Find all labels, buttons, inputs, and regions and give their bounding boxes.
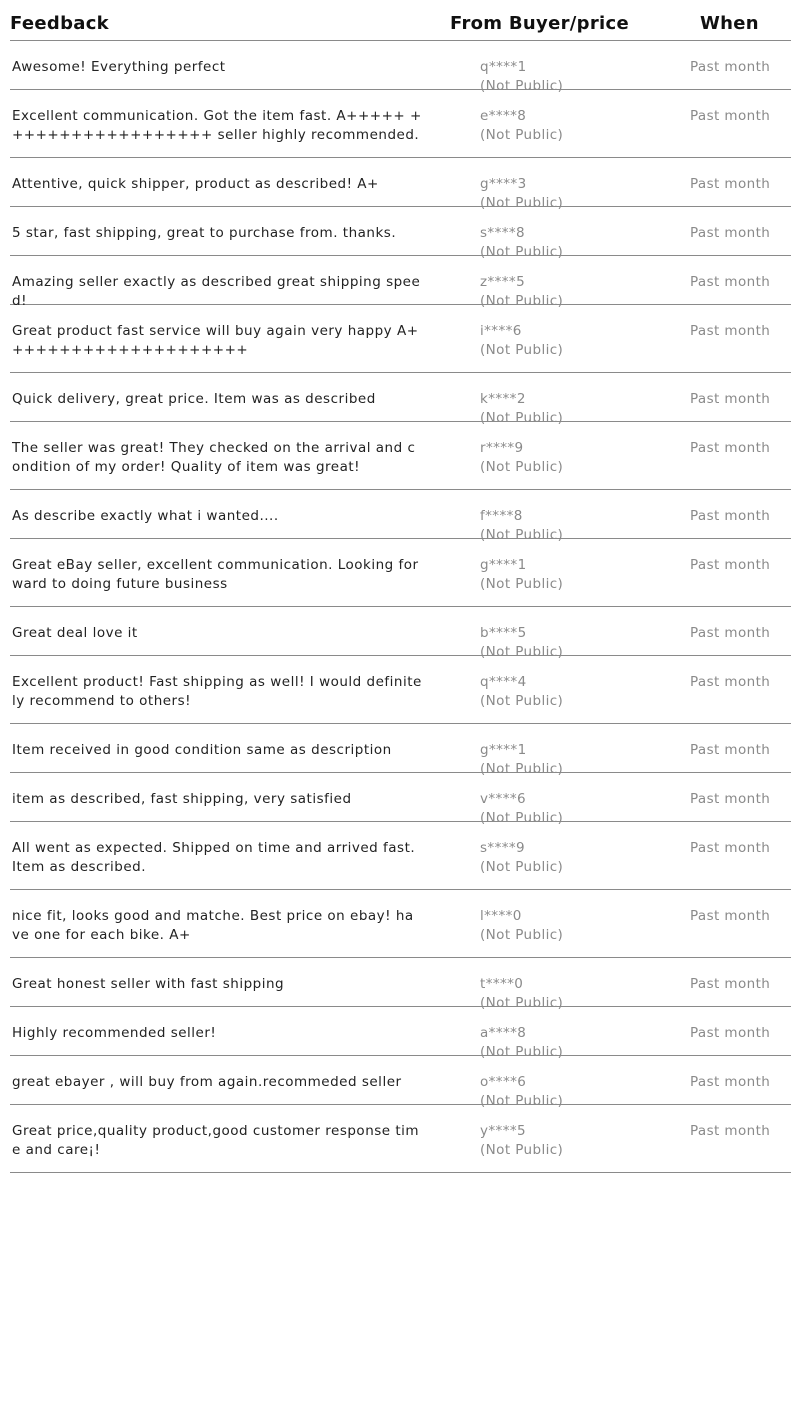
buyer-id: i****6 — [480, 323, 522, 339]
table-header — [10, 0, 791, 41]
buyer-privacy: (Not Public) — [480, 693, 564, 709]
table-row — [10, 958, 791, 1011]
feedback-comment: item as described, fast shipping, very satisfied — [12, 791, 352, 807]
buyer-privacy: (Not Public) — [480, 1044, 564, 1060]
buyer-info — [480, 107, 563, 145]
table-row — [10, 422, 791, 490]
buyer-info — [480, 673, 563, 711]
buyer-privacy: (Not Public) — [480, 1142, 564, 1158]
feedback-comment: Awesome! Everything perfect — [12, 59, 226, 75]
feedback-comment: As describe exactly what i wanted.... — [12, 508, 279, 524]
table-row — [10, 256, 791, 309]
feedback-table — [10, 0, 791, 1173]
table-row — [10, 1007, 791, 1060]
feedback-time: Past month — [690, 176, 771, 192]
feedback-comment: Great honest seller with fast shipping — [12, 976, 285, 992]
feedback-time: Past month — [690, 674, 771, 690]
feedback-comment: Great eBay seller, excellent communication. Looking forward to doing future business — [12, 557, 419, 592]
feedback-time: Past month — [690, 1025, 771, 1041]
table-row — [10, 207, 791, 260]
buyer-id: e****8 — [480, 108, 527, 124]
buyer-id: t****0 — [480, 976, 524, 992]
buyer-privacy: (Not Public) — [480, 410, 564, 426]
feedback-time: Past month — [690, 59, 771, 75]
feedback-comment: Great product fast service will buy again very happy A+++++++++++++++++++++ — [12, 323, 419, 358]
buyer-id: o****6 — [480, 1074, 527, 1090]
table-row — [10, 41, 791, 94]
feedback-comment: Highly recommended seller! — [12, 1025, 217, 1041]
buyer-privacy: (Not Public) — [480, 527, 564, 543]
buyer-privacy: (Not Public) — [480, 1093, 564, 1109]
feedback-comment: nice fit, looks good and matche. Best price on ebay! have one for each bike. A+ — [12, 908, 414, 943]
buyer-id: a****8 — [480, 1025, 527, 1041]
feedback-time: Past month — [690, 840, 771, 856]
feedback-comment: Great deal love it — [12, 625, 138, 641]
buyer-id: k****2 — [480, 391, 526, 407]
feedback-time: Past month — [690, 225, 771, 241]
feedback-comment: The seller was great! They checked on the arrival and condition of my order! Quality of item was great! — [12, 440, 416, 475]
table-row — [10, 490, 791, 543]
buyer-id: z****5 — [480, 274, 526, 290]
table-row — [10, 773, 791, 826]
feedback-comment: 5 star, fast shipping, great to purchase from. thanks. — [12, 225, 397, 241]
table-row — [10, 158, 791, 211]
feedback-time: Past month — [690, 742, 771, 758]
buyer-privacy: (Not Public) — [480, 644, 564, 660]
buyer-info — [480, 439, 563, 477]
buyer-id: q****4 — [480, 674, 527, 690]
feedback-comment: Excellent communication. Got the item fast. A+++++ ++++++++++++++++++ seller highly recommended. — [12, 108, 422, 143]
buyer-id: g****1 — [480, 557, 527, 573]
buyer-privacy: (Not Public) — [480, 859, 564, 875]
table-row — [10, 305, 791, 373]
when-column-header: When — [700, 13, 759, 34]
feedback-time: Past month — [690, 508, 771, 524]
feedback-time: Past month — [690, 108, 771, 124]
feedback-time: Past month — [690, 625, 771, 641]
feedback-time: Past month — [690, 274, 771, 290]
feedback-time: Past month — [690, 976, 771, 992]
table-row — [10, 822, 791, 890]
buyer-id: q****1 — [480, 59, 527, 75]
table-row — [10, 90, 791, 158]
buyer-privacy: (Not Public) — [480, 810, 564, 826]
feedback-comment: Amazing seller exactly as described great shipping speed! — [12, 274, 421, 309]
buyer-privacy: (Not Public) — [480, 195, 564, 211]
table-row — [10, 890, 791, 958]
buyer-id: f****8 — [480, 508, 523, 524]
table-row — [10, 373, 791, 426]
buyer-privacy: (Not Public) — [480, 761, 564, 777]
buyer-info — [480, 839, 563, 877]
buyer-id: y****5 — [480, 1123, 526, 1139]
feedback-comment: Attentive, quick shipper, product as described! A+ — [12, 176, 379, 192]
buyer-privacy: (Not Public) — [480, 459, 564, 475]
feedback-time: Past month — [690, 1123, 771, 1139]
buyer-privacy: (Not Public) — [480, 78, 564, 94]
feedback-comment: All went as expected. Shipped on time and arrived fast. Item as described. — [12, 840, 416, 875]
buyer-privacy: (Not Public) — [480, 576, 564, 592]
buyer-id: l****0 — [480, 908, 522, 924]
buyer-privacy: (Not Public) — [480, 342, 564, 358]
feedback-comment: great ebayer , will buy from again.recommeded seller — [12, 1074, 402, 1090]
feedback-time: Past month — [690, 557, 771, 573]
table-row — [10, 607, 791, 660]
buyer-id: g****3 — [480, 176, 527, 192]
feedback-time: Past month — [690, 1074, 771, 1090]
buyer-privacy: (Not Public) — [480, 995, 564, 1011]
feedback-comment: Item received in good condition same as description — [12, 742, 392, 758]
table-row — [10, 656, 791, 724]
table-row — [10, 724, 791, 777]
buyer-id: r****9 — [480, 440, 524, 456]
buyer-id: g****1 — [480, 742, 527, 758]
feedback-time: Past month — [690, 791, 771, 807]
buyer-info — [480, 556, 563, 594]
feedback-comment: Quick delivery, great price. Item was as described — [12, 391, 376, 407]
table-row — [10, 1056, 791, 1109]
feedback-comment: Excellent product! Fast shipping as well! I would definitely recommend to others! — [12, 674, 422, 709]
buyer-info — [480, 1122, 563, 1160]
table-row — [10, 539, 791, 607]
feedback-column-header: Feedback — [10, 13, 109, 34]
buyer-privacy: (Not Public) — [480, 927, 564, 943]
feedback-time: Past month — [690, 440, 771, 456]
table-row — [10, 1105, 791, 1173]
from-buyer-column-header: From Buyer/price — [450, 13, 629, 34]
buyer-id: b****5 — [480, 625, 527, 641]
buyer-info — [480, 322, 563, 360]
buyer-info — [480, 907, 563, 945]
feedback-time: Past month — [690, 908, 771, 924]
buyer-privacy: (Not Public) — [480, 293, 564, 309]
buyer-id: v****6 — [480, 791, 526, 807]
buyer-id: s****9 — [480, 840, 526, 856]
feedback-comment: Great price,quality product,good customer response time and care¡! — [12, 1123, 420, 1158]
feedback-time: Past month — [690, 323, 771, 339]
buyer-privacy: (Not Public) — [480, 127, 564, 143]
feedback-time: Past month — [690, 391, 771, 407]
buyer-id: s****8 — [480, 225, 526, 241]
buyer-privacy: (Not Public) — [480, 244, 564, 260]
